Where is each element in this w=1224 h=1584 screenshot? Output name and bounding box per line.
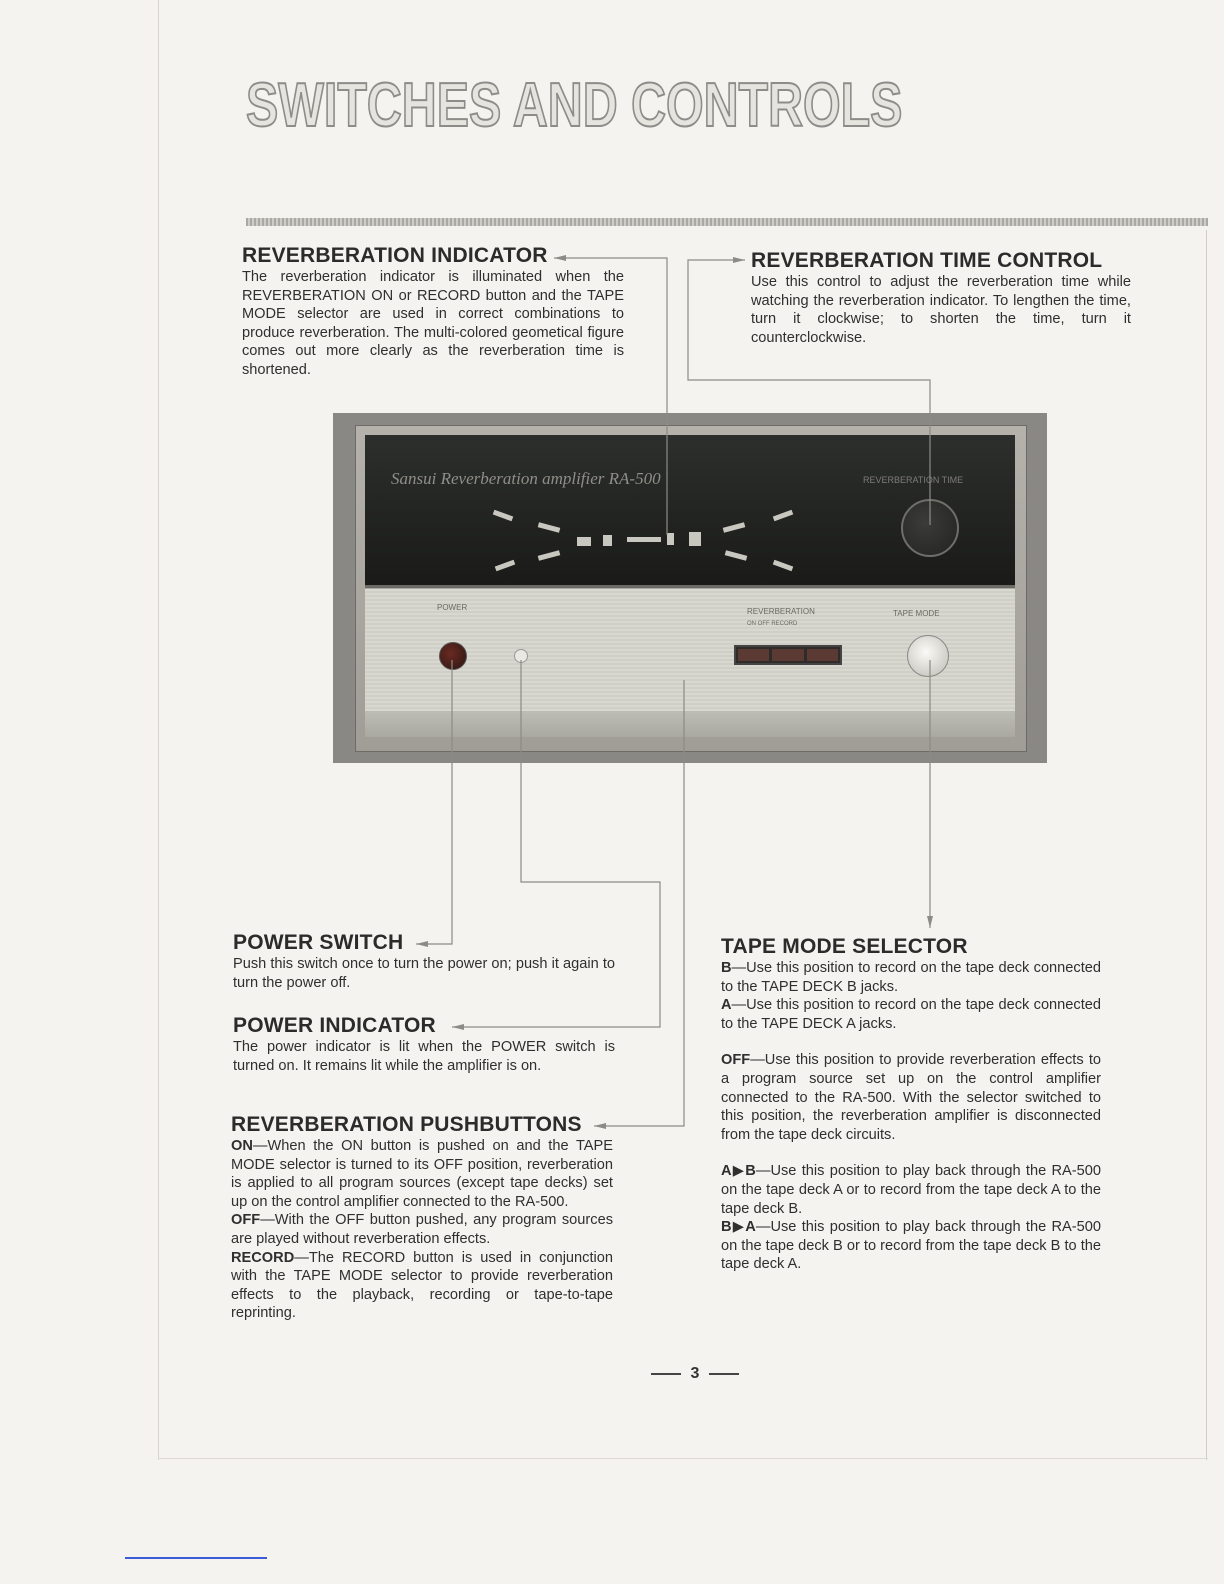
- reverberation-pushbuttons-heading: REVERBERATION PUSHBUTTONS: [231, 1113, 582, 1136]
- power-switch-button[interactable]: [439, 642, 467, 670]
- tape-mode-ab-description: [721, 1162, 1101, 1218]
- page-number: [640, 1365, 750, 1383]
- reverberation-time-knob[interactable]: [901, 499, 959, 557]
- reverberation-panel-label: REVERBERATION: [747, 607, 815, 616]
- reverberation-time-text: Use this control to adjust the reverberation time while watching the reverberation indicator. To lengthen the time, turn it clockwise; to shorten the time, turn it counterclockwise.: [751, 274, 1131, 346]
- tape-mode-ba-text: —Use this position to play back through the RA-500 on the tape deck B or to record from the tape deck B to the tape deck A.: [721, 1219, 1101, 1273]
- reverberation-indicator-section: [242, 244, 624, 380]
- tape-mode-off-description: [721, 1051, 1101, 1144]
- reverb-off-lead: OFF: [231, 1212, 261, 1229]
- brand-logo: Sansui Reverberation amplifier RA-500: [391, 469, 661, 488]
- page-number-value: 3: [690, 1365, 700, 1382]
- reverb-on-button[interactable]: [738, 649, 769, 661]
- reverberation-pushbuttons-section: [231, 1113, 613, 1323]
- tape-mode-b-text: —Use this position to record on the tape deck connected to the TAPE DECK B jacks.: [721, 960, 1101, 995]
- tape-mode-ab-text: —Use this position to play back through the RA-500 on the tape deck A or to record from the tape deck A to the tape deck B.: [721, 1163, 1101, 1217]
- arrowhead: [733, 257, 745, 263]
- reverb-off-text: —With the OFF button pushed, any program sources are played without reverberation effects.: [231, 1212, 613, 1247]
- tape-mode-panel-label: TAPE MODE: [893, 609, 940, 618]
- tape-mode-heading: TAPE MODE SELECTOR: [721, 935, 968, 958]
- reverb-record-description: [231, 1249, 613, 1323]
- page-edge-left: [158, 0, 159, 1460]
- tape-mode-ba-description: [721, 1218, 1101, 1274]
- reverb-on-description: [231, 1137, 613, 1211]
- reverb-off-description: [231, 1211, 613, 1248]
- geometric-figure-segment: [577, 537, 591, 546]
- power-indicator-heading: POWER INDICATOR: [233, 1014, 436, 1037]
- reverb-record-lead: RECORD: [231, 1249, 295, 1266]
- reverb-record-button[interactable]: [807, 649, 838, 661]
- reverberation-time-heading: REVERBERATION TIME CONTROL: [751, 249, 1103, 272]
- reverberation-indicator-text: The reverberation indicator is illuminated when the REVERBERATION ON or RECORD button and the TAPE MODE selector are used in correct combinations to produce reverberation. The multi-colored geometical figure comes out more clearly as the reverberation time is shortened.: [242, 269, 624, 378]
- page-bottom-edge: [158, 1458, 1208, 1459]
- reverb-on-lead: ON: [231, 1138, 253, 1154]
- geometric-figure-segment: [689, 532, 701, 546]
- power-indicator-section: [233, 1014, 615, 1075]
- geometric-figure-segment: [667, 533, 674, 545]
- tape-mode-a-lead: A: [721, 997, 732, 1014]
- reverb-record-text: —The RECORD button is used in conjunction with the TAPE MODE selector to provide reverberation effects to the playback, recording or tape-to-tape reprinting.: [231, 1249, 613, 1322]
- tape-mode-a-description: [721, 996, 1101, 1033]
- power-indicator-light: [514, 649, 528, 663]
- reverberation-buttons-label: ON OFF RECORD: [747, 621, 798, 627]
- tape-mode-ab-lead: A▶B: [721, 1163, 756, 1180]
- reverb-on-text: —When the ON button is pushed on and the TAPE MODE selector is turned to its OFF position, reverberation is applied to all program sources (except tape decks) set up on the control amplifier connected to the RA-500.: [231, 1138, 613, 1210]
- power-switch-text: Push this switch once to turn the power on; push it again to turn the power off.: [233, 956, 615, 991]
- power-switch-section: [233, 931, 615, 992]
- title-rule: [246, 218, 1208, 226]
- tape-mode-b-lead: B: [721, 960, 732, 976]
- tape-mode-selector-knob[interactable]: [907, 635, 949, 677]
- tape-mode-selector-section: [721, 935, 1101, 1274]
- tape-mode-b-description: [721, 959, 1101, 996]
- power-indicator-text: The power indicator is lit when the POWER switch is turned on. It remains lit while the amplifier is on.: [233, 1039, 615, 1074]
- bottom-link-underline[interactable]: [125, 1557, 267, 1559]
- amplifier-photo: [333, 413, 1047, 763]
- reverberation-indicator-heading: REVERBERATION INDICATOR: [242, 244, 548, 267]
- tape-mode-off-text: —Use this position to provide reverberation effects to a program source set up on the control amplifier connected to the RA-500. With the selector switched to this position, the reverberation amplifier is disconnected from the tape deck circuits.: [721, 1052, 1101, 1143]
- tape-mode-a-text: —Use this position to record on the tape deck connected to the TAPE DECK A jacks.: [721, 997, 1101, 1032]
- geometric-figure-segment: [627, 537, 661, 542]
- front-panel-trim: [365, 711, 1015, 737]
- tape-mode-off-lead: OFF: [721, 1052, 751, 1069]
- power-panel-label: POWER: [437, 603, 468, 612]
- geometric-figure-segment: [603, 535, 612, 546]
- display-label: REVERBERATION TIME: [863, 475, 964, 485]
- arrowhead: [927, 916, 933, 928]
- reverb-off-button[interactable]: [772, 649, 803, 661]
- page-edge-right: [1206, 230, 1207, 1460]
- reverberation-time-section: [751, 249, 1131, 347]
- power-switch-heading: POWER SWITCH: [233, 931, 404, 954]
- reverberation-pushbuttons[interactable]: [734, 645, 842, 665]
- page-title: SWITCHES AND CONTROLS: [246, 71, 903, 140]
- tape-mode-ba-lead: B▶A: [721, 1219, 756, 1236]
